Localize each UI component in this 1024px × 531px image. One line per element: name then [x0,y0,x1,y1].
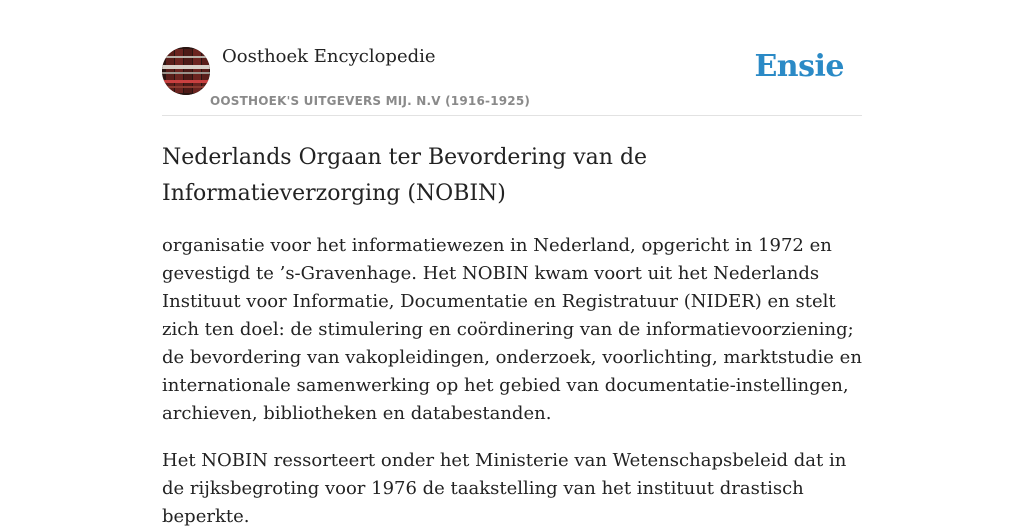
article-paragraph: organisatie voor het informatiewezen in Nederland, opgericht in 1972 en gevestigd te ’s-Gravenhage. Het NOBIN kwam voort uit het Nederlands Instituut voor Informatie, Documentatie en Registratuur (NIDER) en stelt zich ten doel: de stimulering en coördinering van de informatievoorziening; de bevordering van vakopleidingen, onderzoek, voorlichting, marktstudie en internationale samenwerking op het gebied van documentatie-instellingen, archieven, bibliotheken en databestanden. [162,235,862,424]
ensie-logo[interactable]: Ensie [754,49,844,84]
article-title: Nederlands Orgaan ter Bevordering van de Informatieverzorging (NOBIN) [162,145,648,206]
source-header [162,0,862,116]
source-title[interactable]: Oosthoek Encyclopedie [222,46,436,67]
source-subtitle: OOSTHOEK'S UITGEVERS MIJ. N.V (1916-1925) [210,94,531,108]
ensie-card [162,0,862,531]
article-paragraph: Het NOBIN ressorteert onder het Ministerie van Wetenschapsbeleid dat in de rijksbegroting voor 1976 de taakstelling van het instituut drastisch beperkte. [162,450,847,527]
article-body [162,232,862,531]
book-spines-icon[interactable] [162,47,210,95]
